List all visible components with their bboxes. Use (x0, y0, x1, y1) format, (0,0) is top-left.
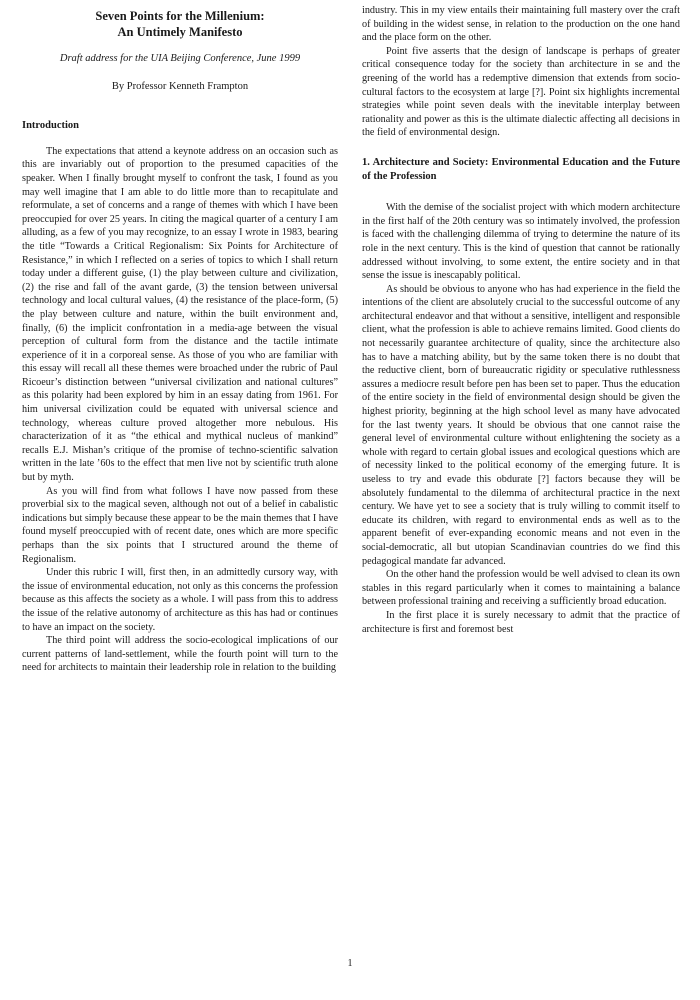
body-paragraph: On the other hand the profession would be well advised to clean its own stables in this regard particularly when it comes to maintaining a balance between professional training and receiving a sufficiently broad education. (362, 569, 680, 608)
body-paragraph: In the first place it is surely necessary to admit that the practice of architecture is first and foremost best (362, 609, 680, 635)
title-line-1: Seven Points for the Millenium: (95, 9, 265, 23)
body-paragraph: The expectations that attend a keynote address on an occasion such as this are invariably out of proportion to the presumed capacities of the speaker. When I finally brought myself to confront the task, I found as you may well imagine that I am able to do little more than to recapitulate and reformulate, a set of concerns and a range of themes with which I have been preoccupied for over 25 years. In citing the magical quarter of a century I am alluding, as a few of you may recognize, to an essay I wrote in 1983, bearing the title “Towards a Critical Regionalism: Six Points for Architecture of Resistance,” in which I reflected on a series of topics to which I shall return today under a different guise, (1) the play between culture and civilization, (2) the rise and fall of the avant garde, (3) the tension between universal technology and local cultural values, (4) the resistance of the place-form, (5) the play between culture and nature, within the built environment and, finally, (6) the implicit confrontation in a media-age between the visual perception of cultural form from the distance and the tactile intimate experience of it in a corporeal sense. As those of you who are familiar with this essay will recall all these themes were broached under the rubric of Paul Ricoeur’s distinction between “universal civilization and national cultures” as this polarity had been explored by him in an essay dating from 1961. For him universal civilization could be equated with universal science and technology, whereas culture proved altogether more nebulous. His characterization of it as “the ethical and mythical nucleus of mankind” recalls E.J. Mishan’s critique of the promise of techno-scientific salvation written in the late ’60s to the effect that men live not by scientific truth alone but by myth. (22, 145, 338, 484)
body-paragraph: As should be obvious to anyone who has had experience in the field the intentions of the client are absolutely crucial to the successful outcome of any architectural endeavor and that without a sensitive, intelligent and responsible client, what the profession is able to achieve remains limited. Good clients do not necessarily guarantee architecture of quality, since the architecture also has to have a matching ability, but by the same token there is no doubt that the reductive client, born of bureaucratic rigidity or speculative ruthlessness assures a mediocre result before pen has been set to paper. Thus the education of the entire society in the field of environmental design should be given the highest priority, beginning at the high school level as many have advocated for the last twenty years. It should be obvious that one cannot raise the general level of environmental culture without enlightening the society as a whole with regard to certain global issues and ecological questions which are of necessity linked to the political economy of the emerging future. It is useless to try and evade this obdurate [?] factors because they will be absolutely fundamental to the dilemma of architectural practice in the next century. We have yet to see a society that is truly willing to commit itself to educate its children, with regard to environmental ends as well as to the apparent benefit of ever-expanding economic means and not even in the social-democratic, all but utopian Scandinavian countries do we find this pedagogical mandate far advanced. (362, 283, 680, 567)
document-subtitle: Draft address for the UIA Beijing Conference, June 1999 (59, 53, 301, 64)
body-paragraph: Point five asserts that the design of landscape is perhaps of greater critical consequence today for the society than architecture in se and the greening of the world has a redemptive dimension that extends from socio-cultural factors to the ecosystem at large [?]. Point six highlights incremental strategies while point seven deals with the inevitable interplay between rationality and power as this is the ultimate dialectic affecting all decisions in the field of environmental design. (362, 45, 680, 139)
intro-heading: Introduction (22, 120, 79, 132)
author-line: By Professor Kenneth Frampton (111, 80, 249, 92)
continued-paragraph: industry. This in my view entails their maintaining full mastery over the craft of building in the widest sense, in relation to the production on the one hand and the place form on the other. (362, 5, 680, 44)
right-column (362, 4, 680, 636)
body-paragraph: As you will find from what follows I have now passed from these proverbial six to the magical seven, although not out of a belief in cabalistic indications but simply because these appear to be the main themes that I have found myself preoccupied with of recent date, ones which are more specific perhaps than the six points that I structured around the theme of Regionalism. (22, 485, 338, 565)
document-title (22, 8, 338, 40)
section-1-heading: 1. Architecture and Society: Environmental Education and the Future of the Profession (362, 156, 680, 182)
body-paragraph: The third point will address the socio-ecological implications of our current patterns of land-settlement, while the fourth point will turn to the need for architects to maintain their leadership role in relation to the building (22, 635, 338, 674)
title-line-2: An Untimely Manifesto (117, 25, 243, 39)
body-paragraph: With the demise of the socialist project with which modern architecture in the first half of the 20th century was so intimately involved, the profession is faced with the challenging dilemma of trying to determine the nature of its role in the next century. This is the kind of question that cannot be rationally addressed without involving, to some extent, the entire society and in that sense the issue is inescapably political. (362, 202, 680, 282)
page-number: 1 (347, 958, 353, 969)
left-column (22, 8, 338, 675)
body-paragraph: Under this rubric I will, first then, in an admittedly cursory way, with the issue of environmental education, not only as this concerns the profession because as this affects the society as a whole. I will pass from this to address the issue of the relative autonomy of architecture as this has had or continues to have an impact on the society. (22, 567, 338, 633)
